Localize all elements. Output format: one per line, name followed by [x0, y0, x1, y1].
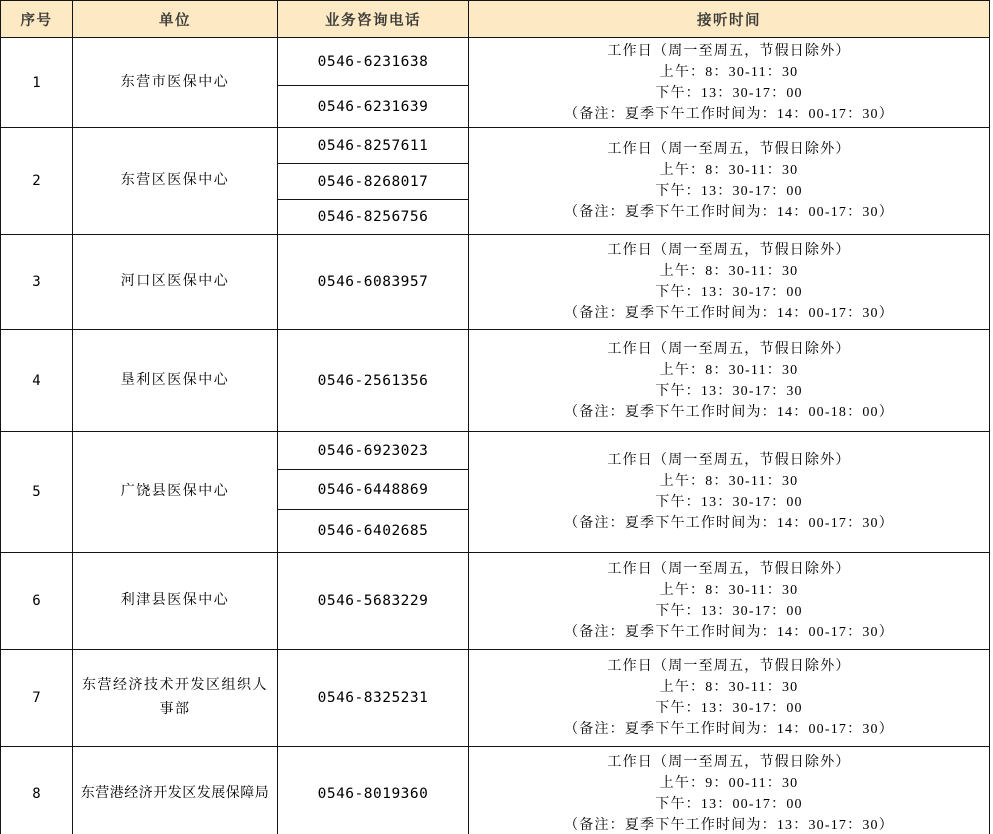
- unit-name: 垦利区医保中心: [73, 330, 278, 432]
- phone-number: 0546-8325231: [278, 650, 469, 747]
- time-line: 上午：8：30-11：30: [659, 362, 799, 378]
- unit-name: 东营市医保中心: [73, 38, 278, 128]
- row-serial: 2: [1, 128, 73, 235]
- time-line: 上午：8：30-11：30: [659, 474, 799, 489]
- header-unit: 单位: [73, 1, 278, 38]
- row-serial: 8: [1, 747, 73, 834]
- answer-time: [469, 330, 990, 432]
- table-row: [1, 650, 990, 747]
- phone-number: 0546-2561356: [278, 330, 469, 432]
- header-phone: 业务咨询电话: [278, 1, 469, 38]
- table-row: [1, 235, 990, 330]
- phone-number: 0546-6923023: [278, 432, 469, 470]
- time-line: 上午：8：30-11：30: [659, 680, 799, 695]
- time-line: （备注：夏季下午工作时间为：14：00-17：30）: [564, 625, 894, 640]
- time-line: 下午：13：30-17：00: [655, 285, 803, 300]
- time-line: （备注：夏季下午工作时间为：14：00-17：30）: [564, 205, 894, 220]
- answer-time: [469, 128, 990, 235]
- phone-number: 0546-6448869: [278, 470, 469, 510]
- unit-name: 东营区医保中心: [73, 128, 278, 235]
- phone-number: 0546-8268017: [278, 164, 469, 200]
- answer-time: [469, 38, 990, 128]
- time-line: （备注：夏季下午工作时间为：14：00-17：30）: [564, 306, 894, 321]
- header-answer-time: 接听时间: [469, 1, 990, 38]
- unit-name: 东营港经济开发区发展保障局: [73, 747, 278, 834]
- answer-time: [469, 235, 990, 330]
- unit-name: 利津县医保中心: [73, 553, 278, 650]
- time-line: 上午：8：30-11：30: [659, 583, 799, 598]
- time-line: （备注：夏季下午工作时间为：14：00-17：30）: [564, 516, 894, 531]
- time-line: （备注：夏季下午工作时间为：13：30-17：30）: [564, 818, 894, 833]
- row-serial: 3: [1, 235, 73, 330]
- time-line: 上午：9：00-11：30: [659, 776, 799, 791]
- time-line: 上午：8：30-11：30: [659, 64, 799, 80]
- time-line: （备注：夏季下午工作时间为：14：00-17：30）: [564, 722, 894, 737]
- time-line: 上午：8：30-11：30: [659, 163, 799, 178]
- time-line: 工作日（周一至周五，节假日除外）: [607, 755, 851, 770]
- row-serial: 6: [1, 553, 73, 650]
- answer-time: [469, 432, 990, 553]
- time-line: （备注：夏季下午工作时间为：14：00-17：30）: [564, 106, 894, 122]
- header-row: [1, 1, 990, 38]
- unit-name: 河口区医保中心: [73, 235, 278, 330]
- time-line: 工作日（周一至周五，节假日除外）: [607, 341, 851, 357]
- row-serial: 7: [1, 650, 73, 747]
- time-line: 下午：13：30-17：00: [655, 604, 803, 619]
- phone-number: 0546-8019360: [278, 747, 469, 834]
- answer-time: [469, 553, 990, 650]
- row-serial: 4: [1, 330, 73, 432]
- time-line: 下午：13：00-17：00: [655, 797, 803, 812]
- table-row: [1, 553, 990, 650]
- phone-number: 0546-5683229: [278, 553, 469, 650]
- table-row: [1, 330, 990, 432]
- row-serial: 5: [1, 432, 73, 553]
- phone-number: 0546-6231639: [278, 86, 469, 128]
- time-line: 下午：13：30-17：00: [655, 701, 803, 716]
- time-line: 上午：8：30-11：30: [659, 264, 799, 279]
- phone-number: 0546-6402685: [278, 510, 469, 553]
- time-line: 工作日（周一至周五，节假日除外）: [607, 142, 851, 157]
- time-line: （备注：夏季下午工作时间为：14：00-18：00）: [564, 404, 894, 420]
- time-line: 工作日（周一至周五，节假日除外）: [607, 659, 851, 674]
- table-row: [1, 38, 990, 86]
- phone-number: 0546-8257611: [278, 128, 469, 164]
- row-serial: 1: [1, 38, 73, 128]
- answer-time: [469, 650, 990, 747]
- time-line: 工作日（周一至周五，节假日除外）: [607, 453, 851, 468]
- time-line: 工作日（周一至周五，节假日除外）: [607, 562, 851, 577]
- time-line: 下午：13：30-17：30: [655, 383, 803, 399]
- table-row: [1, 128, 990, 164]
- time-line: 工作日（周一至周五，节假日除外）: [607, 243, 851, 258]
- time-line: 工作日（周一至周五，节假日除外）: [607, 43, 851, 59]
- phone-number: 0546-6083957: [278, 235, 469, 330]
- phone-number: 0546-6231638: [278, 38, 469, 86]
- time-line: 下午：13：30-17：00: [655, 495, 803, 510]
- header-serial: 序号: [1, 1, 73, 38]
- table-row: [1, 432, 990, 470]
- time-line: 下午：13：30-17：00: [655, 184, 803, 199]
- unit-name: 东营经济技术开发区组织人事部: [73, 650, 278, 747]
- table-row: [1, 747, 990, 834]
- unit-name: 广饶县医保中心: [73, 432, 278, 553]
- phone-number: 0546-8256756: [278, 200, 469, 235]
- answer-time: [469, 747, 990, 834]
- time-line: 下午：13：30-17：00: [655, 85, 803, 101]
